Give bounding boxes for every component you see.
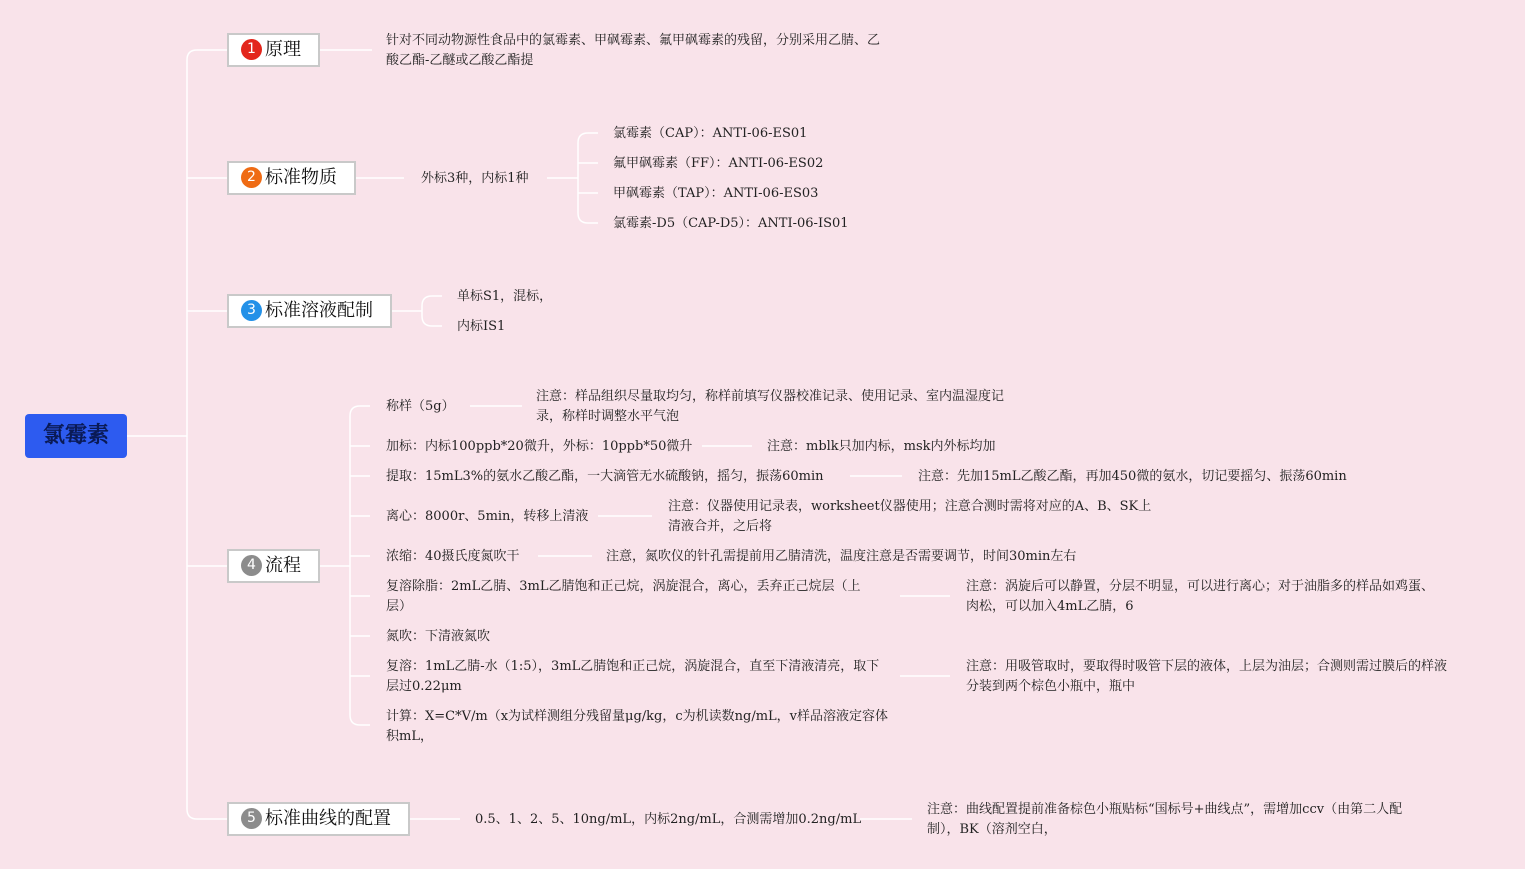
branch-label: 流程 [265, 555, 301, 576]
calibration-note[interactable]: 注意：曲线配置提前准备棕色小瓶贴标“国标号+曲线点”，需增加ccv（由第二人配制），BK（溶剂空白， [927, 802, 1403, 837]
step-degreasing[interactable]: 复溶除脂：2mL乙腈、3mL乙腈饱和正己烷，涡旋混合，离心，丢弃正己烷层（上层） [386, 579, 861, 614]
standard-item[interactable]: 氯霉素-D5（CAP-D5）：ANTI-06-IS01 [613, 216, 849, 231]
step-nitrogen-blow[interactable]: 氮吹：下清液氮吹 [386, 629, 491, 644]
branch-calibration-curve[interactable] [227, 802, 410, 836]
note-extraction[interactable]: 注意：先加15mL乙酸乙酯，再加450微的氨水，切记要摇匀、振荡60min [918, 469, 1347, 484]
branch-label: 标准物质 [265, 167, 337, 188]
standard-item[interactable]: 氟甲砜霉素（FF）：ANTI-06-ES02 [613, 156, 824, 171]
step-centrifuge[interactable]: 离心：8000r、5min，转移上清液 [386, 509, 589, 524]
solution-item[interactable]: 内标IS1 [457, 319, 506, 334]
branch-procedure[interactable] [227, 549, 320, 583]
note-concentration[interactable]: 注意，氮吹仪的针孔需提前用乙腈清洗，温度注意是否需要调节，时间30min左右 [606, 549, 1077, 564]
branch-principle[interactable] [227, 33, 320, 67]
root-topic[interactable]: 氯霉素 [25, 414, 127, 458]
branch-solution-prep[interactable] [227, 294, 392, 328]
step-concentration[interactable]: 浓缩：40摄氏度氮吹干 [386, 549, 520, 564]
number-badge: 3 [241, 300, 262, 321]
note-weighing[interactable]: 注意：样品组织尽量取均匀，称样前填写仪器校准记录、使用记录、室内温湿度记录，称样时调整水平气泡 [536, 389, 1005, 424]
branch-label: 标准溶液配制 [265, 300, 373, 321]
standards-summary[interactable]: 外标3种，内标1种 [421, 171, 529, 186]
branch-label: 原理 [265, 39, 301, 60]
standard-item[interactable]: 甲砜霉素（TAP）：ANTI-06-ES03 [613, 186, 819, 201]
note-spiking[interactable]: 注意：mblk只加内标，msk内外标均加 [767, 439, 996, 454]
number-badge: 4 [241, 555, 262, 576]
calibration-levels[interactable]: 0.5、1、2、5、10ng/mL，内标2ng/mL，合测需增加0.2ng/mL [475, 812, 862, 827]
note-degreasing[interactable]: 注意：涡旋后可以静置，分层不明显，可以进行离心；对于油脂多的样品如鸡蛋、肉松，可以加入4mL乙腈，6 [966, 579, 1435, 614]
branch-label: 标准曲线的配置 [265, 808, 391, 829]
step-spiking[interactable]: 加标：内标100ppb*20微升，外标：10ppb*50微升 [386, 439, 693, 454]
step-calculation[interactable]: 计算：X=C*V/m（x为试样测组分残留量μg/kg，c为机读数ng/mL，v样品溶液定容体积mL， [386, 709, 889, 744]
principle-text[interactable]: 针对不同动物源性食品中的氯霉素、甲砜霉素、氟甲砜霉素的残留，分别采用乙腈、乙酸乙酯-乙醚或乙酸乙酯提 [386, 33, 881, 68]
step-extraction[interactable]: 提取：15mL3%的氨水乙酸乙酯，一大滴管无水硫酸钠，摇匀，振荡60min [386, 469, 824, 484]
step-redissolve[interactable]: 复溶：1mL乙腈-水（1:5），3mL乙腈饱和正己烷，涡旋混合，直至下清液清亮，取下层过0.22μm [386, 659, 880, 694]
note-redissolve[interactable]: 注意：用吸管取时，要取得时吸管下层的液体，上层为油层；合测则需过膜后的样液分装到两个棕色小瓶中，瓶中 [966, 659, 1448, 694]
branch-standards[interactable] [227, 161, 356, 195]
standard-item[interactable]: 氯霉素（CAP）：ANTI-06-ES01 [613, 126, 808, 141]
note-centrifuge[interactable]: 注意：仪器使用记录表，worksheet仪器使用；注意合测时需将对应的A、B、SK上清液合并，之后将 [668, 499, 1152, 534]
number-badge: 1 [241, 39, 262, 60]
solution-item[interactable]: 单标S1，混标， [457, 289, 553, 304]
number-badge: 5 [241, 808, 262, 829]
number-badge: 2 [241, 167, 262, 188]
step-weighing[interactable]: 称样（5g） [386, 399, 455, 414]
